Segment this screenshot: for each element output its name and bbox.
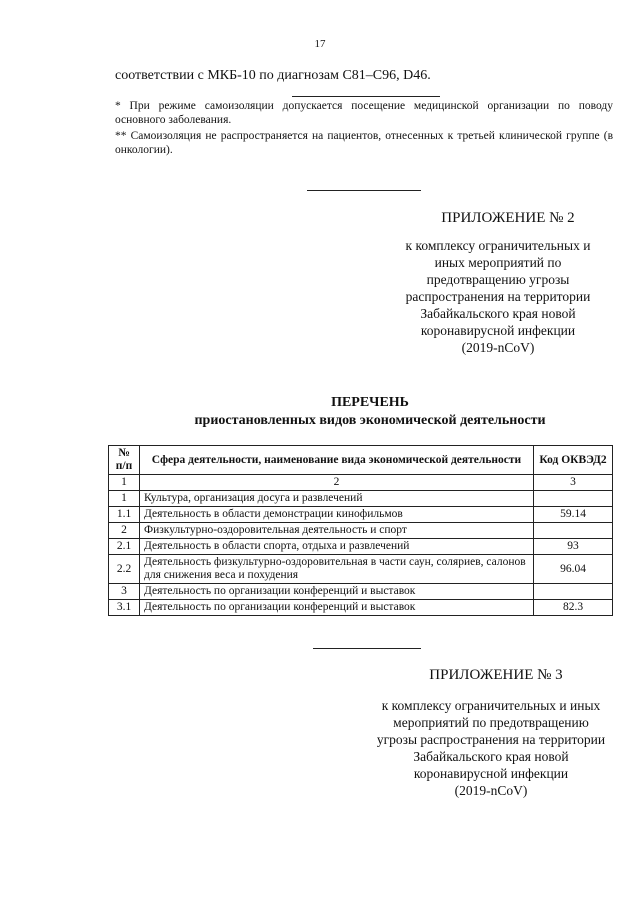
footnote: * При режиме самоизоляции допускается посещение медицинской организации по поводу основного заболевания. bbox=[115, 100, 613, 126]
appendix3-line: мероприятий по предотвращению bbox=[393, 715, 589, 730]
table-row bbox=[109, 507, 613, 523]
table-row bbox=[109, 600, 613, 616]
appendix2-line: (2019-nCoV) bbox=[461, 340, 535, 355]
table-row bbox=[109, 523, 613, 539]
column-number: 2 bbox=[140, 475, 534, 491]
appendix2-line: предотвращению угрозы bbox=[426, 272, 570, 287]
appendix2-line: Забайкальского края новой bbox=[420, 306, 576, 321]
column-number: 3 bbox=[534, 475, 613, 491]
column-number-row bbox=[109, 475, 613, 491]
appendix3-line: коронавирусной инфекции bbox=[413, 766, 569, 781]
okved-code: 82.3 bbox=[534, 600, 613, 616]
column-number: 1 bbox=[109, 475, 140, 491]
page-number: 17 bbox=[314, 38, 326, 50]
divider-rule bbox=[313, 648, 421, 649]
okved-code: 59.14 bbox=[534, 507, 613, 523]
appendix3-line: к комплексу ограничительных и иных bbox=[381, 698, 601, 713]
activity-name: Деятельность физкультурно-оздоровительная в части саун, соляриев, салонов для снижения веса и похудения bbox=[140, 555, 534, 584]
column-header-num: № п/п bbox=[109, 446, 140, 475]
okved-code bbox=[534, 491, 613, 507]
appendix2-line: иных мероприятий по bbox=[434, 255, 562, 270]
table-row bbox=[109, 539, 613, 555]
footnote: ** Самоизоляция не распространяется на пациентов, отнесенных к третьей клинической группе (в онкологии). bbox=[115, 130, 613, 156]
row-number: 2.1 bbox=[109, 539, 140, 555]
table-header-row bbox=[109, 446, 613, 475]
row-number: 3.1 bbox=[109, 600, 140, 616]
column-header-code: Код ОКВЭД2 bbox=[534, 446, 613, 475]
appendix2-line: к комплексу ограничительных и bbox=[405, 238, 591, 253]
okved-code bbox=[534, 584, 613, 600]
activity-name: Деятельность по организации конференций и выставок bbox=[140, 584, 534, 600]
appendix2-line: распространения на территории bbox=[405, 289, 591, 304]
appendix3-body bbox=[346, 697, 636, 799]
appendix3-line: Забайкальского края новой bbox=[413, 749, 569, 764]
appendix2-title: ПРИЛОЖЕНИЕ № 2 bbox=[441, 210, 575, 226]
intro-line: соответствии с МКБ-10 по диагнозам C81–C96, D46. bbox=[115, 68, 431, 83]
activity-name: Физкультурно-оздоровительная деятельность и спорт bbox=[140, 523, 534, 539]
activity-name: Деятельность в области спорта, отдыха и развлечений bbox=[140, 539, 534, 555]
row-number: 3 bbox=[109, 584, 140, 600]
table-row bbox=[109, 555, 613, 584]
activities-table bbox=[108, 445, 613, 616]
row-number: 2 bbox=[109, 523, 140, 539]
activity-name: Деятельность в области демонстрации кинофильмов bbox=[140, 507, 534, 523]
row-number: 1 bbox=[109, 491, 140, 507]
table-row bbox=[109, 584, 613, 600]
column-header-name: Сфера деятельности, наименование вида экономической деятельности bbox=[140, 446, 534, 475]
appendix2-body bbox=[378, 237, 618, 356]
divider-rule bbox=[307, 190, 421, 191]
list-title: ПЕРЕЧЕНЬ bbox=[331, 395, 409, 410]
okved-code bbox=[534, 523, 613, 539]
row-number: 1.1 bbox=[109, 507, 140, 523]
appendix3-line: (2019-nCoV) bbox=[454, 783, 528, 798]
activity-name: Культура, организация досуга и развлечений bbox=[140, 491, 534, 507]
appendix3-title: ПРИЛОЖЕНИЕ № 3 bbox=[429, 667, 563, 683]
appendix3-line: угрозы распространения на территории bbox=[376, 732, 606, 747]
row-number: 2.2 bbox=[109, 555, 140, 584]
activity-name: Деятельность по организации конференций и выставок bbox=[140, 600, 534, 616]
list-subtitle: приостановленных видов экономической деятельности bbox=[194, 413, 546, 428]
okved-code: 93 bbox=[534, 539, 613, 555]
appendix2-line: коронавирусной инфекции bbox=[420, 323, 576, 338]
table-row bbox=[109, 491, 613, 507]
divider-rule bbox=[292, 96, 440, 97]
okved-code: 96.04 bbox=[534, 555, 613, 584]
